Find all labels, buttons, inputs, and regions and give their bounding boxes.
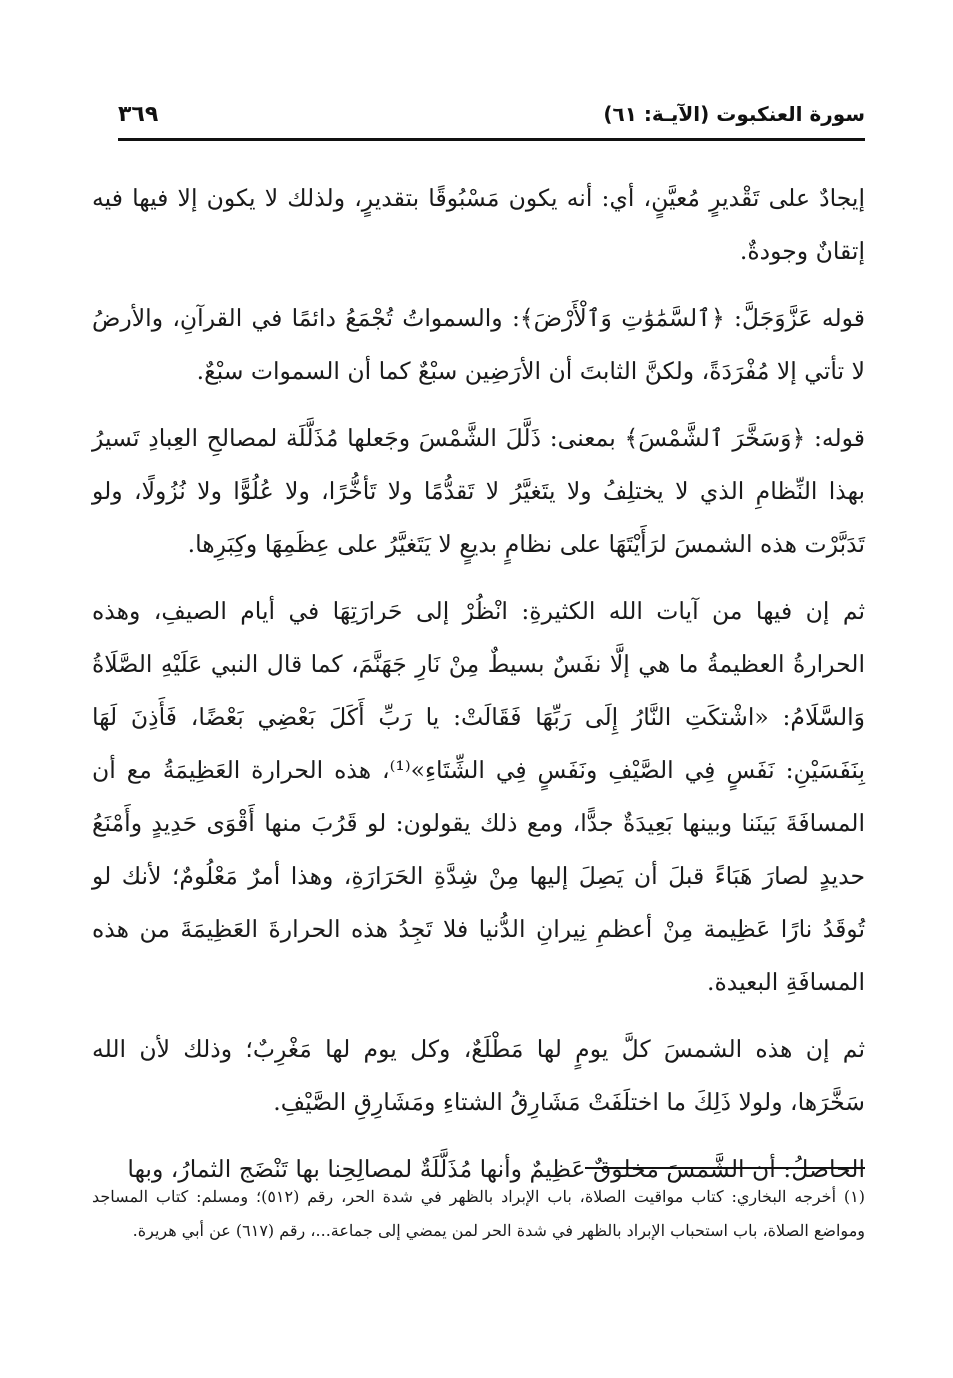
paragraph: قوله: ﴿وَسَخَّرَ ٱلشَّمْسَ﴾ بمعنى: ذَلَّلَ الشَّمْسَ وجَعلها مُذَلَّلَة لمصالحِ العِبادِ تَسيرُ بهذا النِّظامِ الذي لا يختلِفُ ولا يتَغيَّرُ لا تَقدُّمًا ولا تَأخُّرًا، ولا عُلُوًّا ولا نُزُولًا، ولو تَدَبَّرْت هذه الشمسَ لرَأَيْتَهَا على نظامٍ بديعٍ لا يَتَغيَّرُ على عِظَمِهَا وكِبَرِها. (92, 424, 865, 558)
page-header (118, 96, 865, 132)
footnote: (١) أخرجه البخاري: كتاب مواقيت الصلاة، باب الإبراد بالظهر في شدة الحر، رقم (٥١٢)؛ ومسلم: كتاب المساجد ومواضع الصلاة، باب استحباب الإبراد بالظهر في شدة الحر لمن يمضي إلى جماعة...، رقم (٦١٧) عن أبي هريرة. (92, 1187, 865, 1240)
paragraph: ثم إن هذه الشمسَ كلَّ يومٍ لها مَطْلَعٌ، وكل يوم لها مَغْرِبٌ؛ وذلك لأن الله سَخَّرَها، ولولا ذَلِكَ ما اختلَفَتْ مَشَارِقُ الشتاءِ ومَشَارِقِ الصَّيْفِ. (92, 1035, 865, 1116)
paragraph: الحاصلُ: أن الشَّمسَ مخلوقٌ عَظِيمٌ وأنها مُذَلَّلَةٌ لمصالِحِنا بها تَنْضَج الثمارُ، وبها (127, 1155, 865, 1183)
paragraph: ثم إن فيها من آيات الله الكثيرةِ: انْظُرْ إلى حَرارَتِهَا في أيام الصيفِ، وهذه الحرارةُ العظيمةُ ما هي إلَّا نفَسٌ بسيطٌ مِنْ نَارِ جَهَنَّمَ، كما قال النبي عَلَيْهِ الصَّلَاةُ وَالسَّلَامُ: «اشْتكَتِ النَّارُ إِلَى رَبِّهَا فَقَالَتْ: يا رَبِّ أَكَلَ بَعْضِي بَعْضًا، فَأَذِنَ لَهَا بِنَفَسَيْنِ: نَفَسٍ فِي الصَّيْفِ ونَفَسٍ فِي الشِّتَاءِ»⁽¹⁾، هذه الحرارة العَظِيمَةُ مع أن المسافَةَ بَينَنا وبينها بَعِيدَةٌ جدًّا، ومع ذلك يقولون: لو قَرُبَ منها أَقْوَى حَدِيدٍ وأَمْنَعُ حديدٍ لصارَ هَبَاءً قبلَ أن يَصِلَ إليها مِنْ شِدَّةِ الحَرَارَةِ، وهذا أمرٌ مَعْلُومٌ؛ لأنك لو تُوقَدُ نارًا عَظِيمة مِنْ أعظمِ نِيرانِ الدُّنيا فلا تَجِدُ هذه الحرارةَ العَظِيمَةَ من هذه المسافَةِ البعيدة. (92, 597, 865, 996)
footnote-divider (585, 1167, 865, 1169)
footnotes (92, 1180, 865, 1248)
running-title: سورة العنكبوت (الآيـة: ٦١) (603, 102, 865, 126)
paragraph: إيجادٌ على تَقْديرٍ مُعيَّنٍ، أي: أنه يكون مَسْبُوقًا بتقديرٍ، ولذلك لا يكون إلا فيها فيه إتقانٌ وجودةٌ. (92, 184, 865, 265)
paragraph: قوله عَزَّوَجَلَّ: ﴿ٱلسَّمَٰوَٰتِ وَٱلْأَرْضَ﴾: والسمواتُ تُجْمَعُ دائمًا في القرآنِ، والأرضُ لا تأتي إلا مُفْرَدَةً، ولكنَّ الثابتَ أن الأرَضِين سبْعٌ كما أن السموات سبْعٌ. (92, 304, 865, 385)
page-number: ٣٦٩ (118, 101, 159, 127)
main-text (92, 172, 865, 1210)
header-divider (118, 138, 865, 141)
